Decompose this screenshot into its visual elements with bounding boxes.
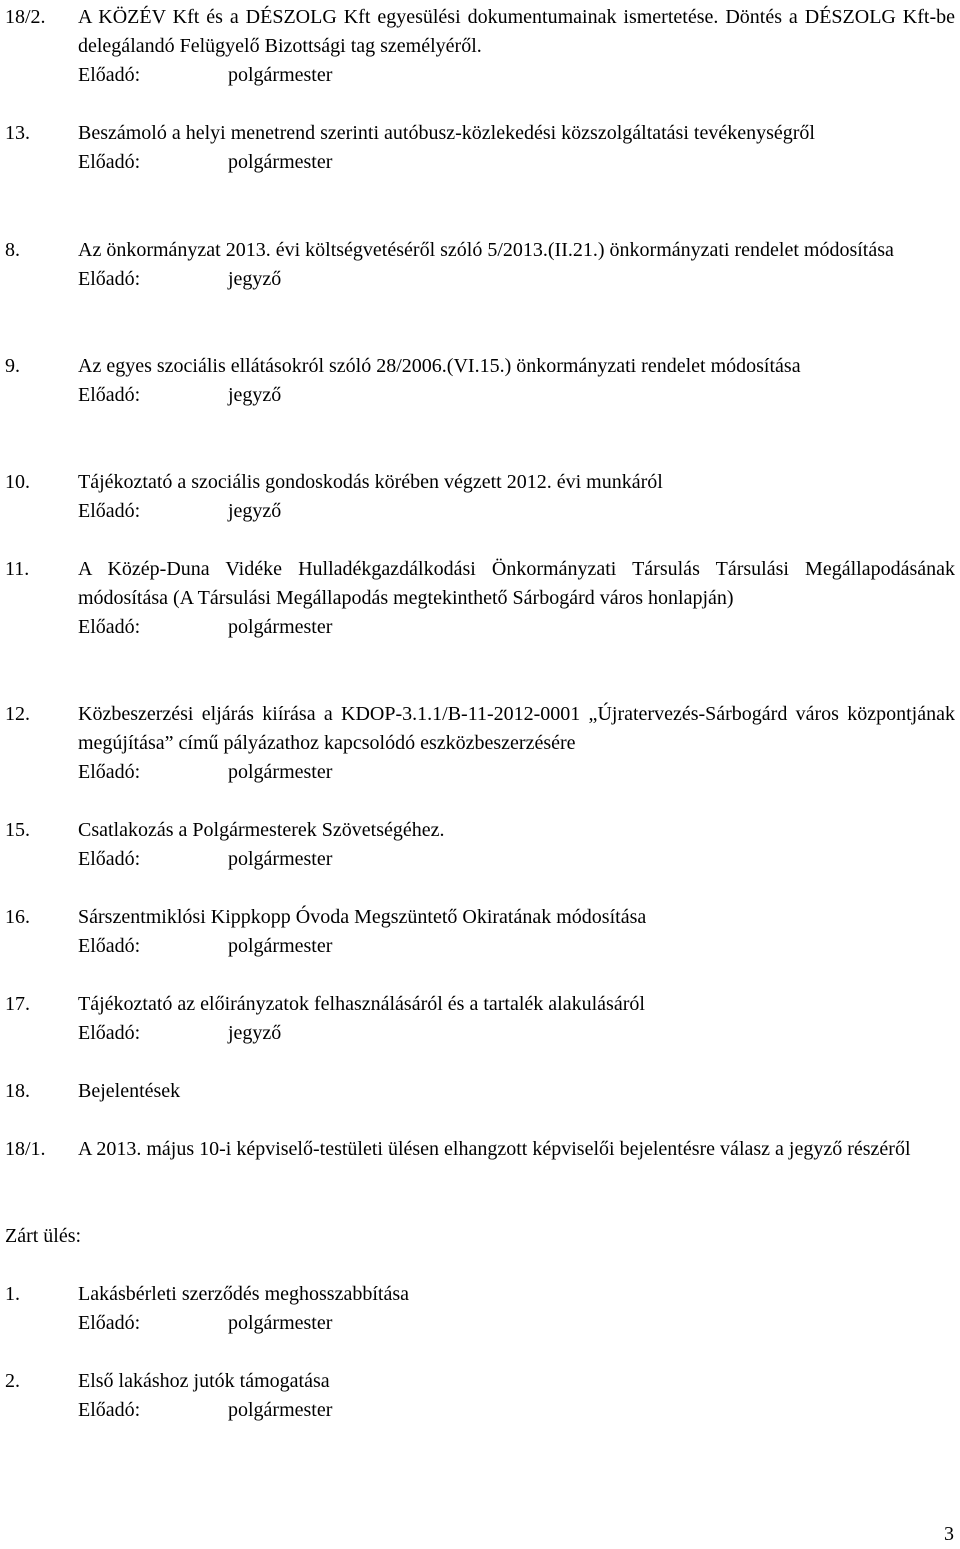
agenda-item-presenter bbox=[78, 497, 955, 526]
presenter-value: polgármester bbox=[228, 935, 333, 957]
presenter-value: polgármester bbox=[228, 1399, 333, 1421]
agenda-item-presenter bbox=[78, 265, 955, 294]
closed-agenda-item bbox=[5, 1280, 955, 1338]
agenda-item-title: A 2013. május 10-i képviselő-testületi ülésen elhangzott képviselői bejelentésre válasz a jegyző részéről bbox=[78, 1138, 911, 1160]
agenda-item-title: A KÖZÉV Kft és a DÉSZOLG Kft egyesülési dokumentumainak ismertetése. Döntés a DÉSZOLG Kft-be delegálandó Felügyelő Bizottsági tag személyéről. bbox=[78, 6, 955, 57]
agenda-item-presenter bbox=[78, 758, 955, 787]
agenda-item-title: Közbeszerzési eljárás kiírása a KDOP-3.1.1/B-11-2012-0001 „Újratervezés-Sárbogárd város központjának megújítása” című pályázathoz kapcsolódó eszközbeszerzésére bbox=[78, 703, 955, 754]
agenda-item-presenter bbox=[78, 845, 955, 874]
presenter-label: Előadó: bbox=[78, 935, 141, 957]
agenda-item-title: Első lakáshoz jutók támogatása bbox=[78, 1370, 330, 1392]
agenda-item-number: 1. bbox=[5, 1283, 20, 1305]
agenda-item bbox=[5, 816, 955, 874]
agenda-item-number: 17. bbox=[5, 993, 30, 1015]
agenda-item bbox=[5, 236, 955, 294]
agenda-item-presenter bbox=[78, 381, 955, 410]
agenda-item-presenter bbox=[78, 1309, 955, 1338]
agenda-item bbox=[5, 468, 955, 526]
agenda-item-number: 16. bbox=[5, 906, 30, 928]
agenda-item-presenter bbox=[78, 148, 955, 177]
agenda-item-title: Csatlakozás a Polgármesterek Szövetségéhez. bbox=[78, 819, 445, 841]
agenda-item-number: 18. bbox=[5, 1080, 30, 1102]
agenda-item bbox=[5, 119, 955, 177]
agenda-item-title: Az önkormányzat 2013. évi költségvetéséről szóló 5/2013.(II.21.) önkormányzati rendelet módosítása bbox=[78, 239, 894, 261]
agenda-item-number: 2. bbox=[5, 1370, 20, 1392]
agenda-item-number: 18/2. bbox=[5, 6, 46, 28]
agenda-item-number: 12. bbox=[5, 703, 30, 725]
agenda-item-presenter bbox=[78, 613, 955, 642]
agenda-item-title: Tájékoztató a szociális gondoskodás körében végzett 2012. évi munkáról bbox=[78, 471, 663, 493]
presenter-value: jegyző bbox=[228, 1022, 282, 1044]
presenter-label: Előadó: bbox=[78, 1312, 141, 1334]
closed-agenda-item bbox=[5, 1367, 955, 1425]
presenter-label: Előadó: bbox=[78, 384, 141, 406]
agenda-item-presenter bbox=[78, 61, 955, 90]
presenter-label: Előadó: bbox=[78, 616, 141, 638]
agenda-item bbox=[5, 555, 955, 642]
presenter-value: polgármester bbox=[228, 848, 333, 870]
agenda-item-title: Lakásbérleti szerződés meghosszabbítása bbox=[78, 1283, 409, 1305]
agenda-item-number: 18/1. bbox=[5, 1138, 46, 1160]
agenda-item-number: 9. bbox=[5, 355, 20, 377]
agenda-item-presenter bbox=[78, 1396, 955, 1425]
presenter-value: jegyző bbox=[228, 384, 282, 406]
agenda-item bbox=[5, 1077, 955, 1106]
presenter-value: jegyző bbox=[228, 500, 282, 522]
agenda-item-presenter bbox=[78, 1019, 955, 1048]
presenter-label: Előadó: bbox=[78, 1399, 141, 1421]
agenda-item-title: Tájékoztató az előirányzatok felhasználásáról és a tartalék alakulásáról bbox=[78, 993, 645, 1015]
presenter-label: Előadó: bbox=[78, 500, 141, 522]
agenda-item-title: A Közép-Duna Vidéke Hulladékgazdálkodási Önkormányzati Társulás Társulási Megállapodásának módosítása (A Társulási Megállapodás megtekinthető Sárbogárd város honlapján) bbox=[78, 558, 955, 609]
agenda-item bbox=[5, 1135, 955, 1164]
agenda-item-number: 15. bbox=[5, 819, 30, 841]
agenda-item bbox=[5, 700, 955, 787]
agenda-item-title: Sárszentmiklósi Kippkopp Óvoda Megszüntető Okiratának módosítása bbox=[78, 906, 647, 928]
agenda-item-title: Az egyes szociális ellátásokról szóló 28/2006.(VI.15.) önkormányzati rendelet módosítása bbox=[78, 355, 801, 377]
agenda-item-number: 11. bbox=[5, 558, 30, 580]
presenter-value: jegyző bbox=[228, 268, 282, 290]
page-number: 3 bbox=[944, 1523, 954, 1545]
presenter-label: Előadó: bbox=[78, 151, 141, 173]
agenda-item-presenter bbox=[78, 932, 955, 961]
presenter-label: Előadó: bbox=[78, 761, 141, 783]
agenda-item-number: 10. bbox=[5, 471, 30, 493]
agenda-item bbox=[5, 3, 955, 90]
agenda-item-number: 8. bbox=[5, 239, 20, 261]
agenda-item bbox=[5, 903, 955, 961]
agenda-item-title: Beszámoló a helyi menetrend szerinti autóbusz-közlekedési közszolgáltatási tevékenységről bbox=[78, 122, 815, 144]
presenter-value: polgármester bbox=[228, 761, 333, 783]
presenter-value: polgármester bbox=[228, 616, 333, 638]
presenter-label: Előadó: bbox=[78, 848, 141, 870]
presenter-value: polgármester bbox=[228, 1312, 333, 1334]
closed-session-heading: Zárt ülés: bbox=[5, 1225, 82, 1247]
presenter-label: Előadó: bbox=[78, 1022, 141, 1044]
presenter-value: polgármester bbox=[228, 151, 333, 173]
agenda-item-title: Bejelentések bbox=[78, 1080, 181, 1102]
agenda-item bbox=[5, 352, 955, 410]
agenda-item-number: 13. bbox=[5, 122, 30, 144]
presenter-label: Előadó: bbox=[78, 64, 141, 86]
presenter-value: polgármester bbox=[228, 64, 333, 86]
agenda-item bbox=[5, 990, 955, 1048]
presenter-label: Előadó: bbox=[78, 268, 141, 290]
